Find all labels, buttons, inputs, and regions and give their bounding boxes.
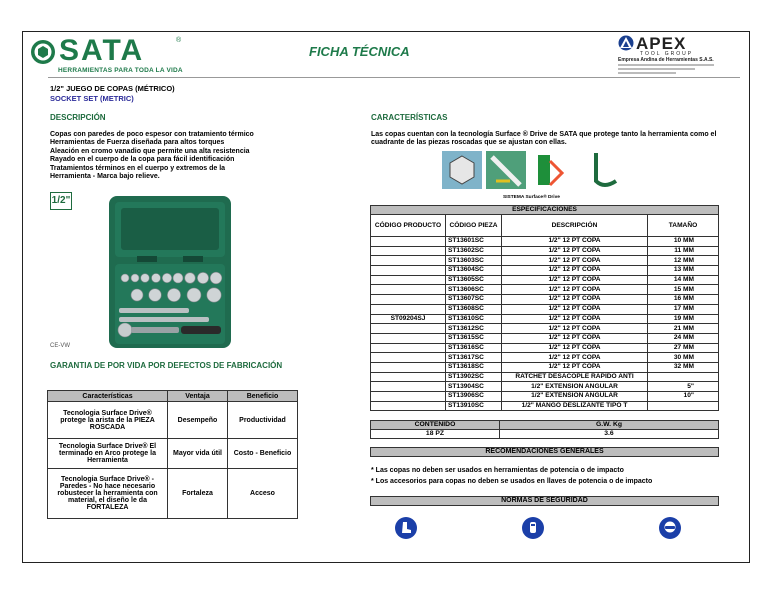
specs-size: 10 MM	[648, 237, 719, 247]
specs-product-code	[371, 237, 446, 247]
specs-header-cell: CÓDIGO PIEZA	[446, 215, 502, 237]
specs-piece-code: ST13906SC	[446, 392, 502, 402]
specs-description: 1/2" EXTENSION ANGULAR	[502, 382, 648, 392]
specs-row	[371, 362, 719, 372]
specs-row	[371, 382, 719, 392]
drive-size-badge: 1/2"	[50, 192, 72, 210]
specs-size: 15 MM	[648, 285, 719, 295]
features-row	[48, 439, 298, 469]
surface-drive-diagram	[440, 151, 640, 191]
sata-logo	[30, 34, 183, 77]
characteristics-text: Las copas cuentan con la tecnología Surface ® Drive de SATA que protege tanto la herramienta como el cuadrante de las piezas roscadas que se ajustan con ellas.	[371, 131, 717, 147]
specs-piece-code: ST13602SC	[446, 246, 502, 256]
specs-piece-code: ST13606SC	[446, 285, 502, 295]
specs-description: 1/2" 12 PT COPA	[502, 266, 648, 276]
content-table	[370, 420, 719, 439]
specs-piece-code: ST13910SC	[446, 401, 502, 411]
brand-name: SATA	[59, 34, 145, 67]
specs-piece-code: ST13607SC	[446, 295, 502, 305]
specs-row	[371, 256, 719, 266]
specs-row	[371, 304, 719, 314]
features-header-row	[48, 391, 298, 402]
features-row	[48, 469, 298, 519]
features-header-cell: Beneficio	[228, 391, 298, 402]
description-heading: DESCRIPCIÓN	[50, 113, 106, 122]
specs-product-code	[371, 256, 446, 266]
specs-caption: ESPECIFICACIONES	[371, 206, 719, 215]
specs-size: 13 MM	[648, 266, 719, 276]
specs-product-code	[371, 275, 446, 285]
partner-name: APEX	[636, 34, 687, 53]
specs-row	[371, 392, 719, 402]
specs-row	[371, 285, 719, 295]
specs-description: 1/2" 12 PT COPA	[502, 304, 648, 314]
system-caption: SISTEMA Surface® Drive	[503, 195, 560, 200]
features-cell: Fortaleza	[168, 469, 228, 519]
specs-piece-code: ST13615SC	[446, 333, 502, 343]
description-line: Copas con paredes de poco espesor con tratamiento térmico	[50, 131, 254, 138]
features-cell: Tecnologia Surface Drive® protege la arista de la PIEZA ROSCADA	[48, 402, 168, 439]
specs-description: 1/2" 12 PT COPA	[502, 333, 648, 343]
specs-header-cell: CÓDIGO PRODUCTO	[371, 215, 446, 237]
specs-row	[371, 275, 719, 285]
specs-row	[371, 314, 719, 324]
certification-mark: CE-VW	[50, 343, 70, 349]
brand-registered: ®	[176, 37, 182, 44]
specs-caption-row	[371, 206, 719, 215]
specs-row	[371, 295, 719, 305]
specs-size: 16 MM	[648, 295, 719, 305]
specs-product-code	[371, 353, 446, 363]
specs-size: 14 MM	[648, 275, 719, 285]
specs-size: 5"	[648, 382, 719, 392]
characteristics-heading: CARACTERÍSTICAS	[371, 113, 448, 122]
specs-description: 1/2" 12 PT COPA	[502, 343, 648, 353]
specs-description: 1/2" MANGO DESLIZANTE TIPO T	[502, 401, 648, 411]
specs-product-code: ST09204SJ	[371, 314, 446, 324]
specs-size: 24 MM	[648, 333, 719, 343]
specs-size: 19 MM	[648, 314, 719, 324]
specs-product-code	[371, 343, 446, 353]
specs-description: 1/2" 12 PT COPA	[502, 295, 648, 305]
specs-size: 17 MM	[648, 304, 719, 314]
product-title: 1/2" JUEGO DE COPAS (MÉTRICO)	[50, 84, 175, 93]
specs-product-code	[371, 401, 446, 411]
content-header-row	[371, 421, 719, 430]
apex-diamond-icon	[618, 35, 634, 51]
specs-product-code	[371, 362, 446, 372]
partner-contact-lines	[618, 64, 714, 76]
features-cell: Acceso	[228, 469, 298, 519]
specs-piece-code: ST13601SC	[446, 237, 502, 247]
specs-product-code	[371, 285, 446, 295]
product-subtitle: SOCKET SET (METRIC)	[50, 94, 134, 103]
features-cell: Productividad	[228, 402, 298, 439]
specs-product-code	[371, 372, 446, 382]
specs-product-code	[371, 333, 446, 343]
features-table	[47, 390, 298, 519]
features-header-cell: Ventaja	[168, 391, 228, 402]
recommendation-line: * Los accesorios para copas no deben se usados en llaves de potencia o de impacto	[371, 478, 653, 485]
description-line: Herramienta - Marca bajo relieve.	[50, 173, 160, 181]
socket-set-case-image	[107, 194, 233, 350]
description-line: Herramientas de Fuerza diseñada para altos torques	[50, 139, 225, 147]
specs-product-code	[371, 246, 446, 256]
specs-row	[371, 237, 719, 247]
description-line: Aleación en cromo vanadio que permite una alta resistencia	[50, 147, 250, 155]
specs-piece-code: ST13608SC	[446, 304, 502, 314]
specs-description: 1/2" 12 PT COPA	[502, 324, 648, 334]
specs-row	[371, 343, 719, 353]
specs-piece-code: ST13610SC	[446, 314, 502, 324]
specs-piece-code: ST13617SC	[446, 353, 502, 363]
features-row	[48, 402, 298, 439]
specs-description: 1/2" 12 PT COPA	[502, 314, 648, 324]
specs-piece-code: ST13612SC	[446, 324, 502, 334]
specs-piece-code: ST13904SC	[446, 382, 502, 392]
content-header-cell: G.W. Kg	[500, 421, 719, 430]
features-cell: Costo - Beneficio	[228, 439, 298, 469]
specs-description: 1/2" 12 PT COPA	[502, 256, 648, 266]
specs-header-row	[371, 215, 719, 237]
recommendations-caption: RECOMENDACIONES GENERALES	[370, 447, 719, 457]
specs-product-code	[371, 382, 446, 392]
header-divider	[48, 77, 740, 78]
specs-description: 1/2" 12 PT COPA	[502, 362, 648, 372]
specs-product-code	[371, 392, 446, 402]
specs-size	[648, 372, 719, 382]
recommendation-line: * Las copas no deben ser usados en herramientas de potencia o de impacto	[371, 467, 624, 474]
description-text	[50, 131, 290, 181]
specs-piece-code: ST13616SC	[446, 343, 502, 353]
specs-piece-code: ST13605SC	[446, 275, 502, 285]
safety-glasses-icon	[659, 517, 681, 539]
specs-row	[371, 266, 719, 276]
description-line: Tratamientos términos en el cuerpo y extremos de la	[50, 164, 226, 172]
specs-description: 1/2" EXTENSION ANGULAR	[502, 392, 648, 402]
specs-size: 11 MM	[648, 246, 719, 256]
specs-piece-code: ST13603SC	[446, 256, 502, 266]
specs-body	[371, 237, 719, 411]
content-header-cell: CONTENIDO	[371, 421, 500, 430]
specs-piece-code: ST13902SC	[446, 372, 502, 382]
specs-size: 30 MM	[648, 353, 719, 363]
content-row	[371, 430, 719, 439]
content-pieces: 18 PZ	[371, 430, 500, 439]
specifications-table	[370, 205, 719, 411]
specs-product-code	[371, 324, 446, 334]
safety-caption: NORMAS DE SEGURIDAD	[370, 496, 719, 506]
specs-size: 21 MM	[648, 324, 719, 334]
description-line: Rayado en el cuerpo de la copa para fácil identificación	[50, 156, 235, 164]
specs-description: 1/2" 12 PT COPA	[502, 275, 648, 285]
specs-description: 1/2" 12 PT COPA	[502, 237, 648, 247]
specs-product-code	[371, 266, 446, 276]
features-cell: Tecnologia Surface Drive® - Paredes - No hace necesario robustecer la herramienta con material, el diseño le da FORTALEZA	[48, 469, 168, 519]
document-title: FICHA TÉCNICA	[309, 44, 410, 59]
partner-sub: TOOL GROUP	[640, 51, 694, 57]
specs-row	[371, 353, 719, 363]
specs-product-code	[371, 295, 446, 305]
specs-piece-code: ST13604SC	[446, 266, 502, 276]
specs-description: 1/2" 12 PT COPA	[502, 285, 648, 295]
specs-header-cell: DESCRIPCIÓN	[502, 215, 648, 237]
specs-product-code	[371, 304, 446, 314]
specs-description: RATCHET DESACOPLE RAPIDO ANTI	[502, 372, 648, 382]
features-header-cell: Características	[48, 391, 168, 402]
specs-row	[371, 246, 719, 256]
brand-tagline: HERRAMIENTAS PARA TODA LA VIDA	[58, 67, 183, 74]
features-cell: Mayor vida útil	[168, 439, 228, 469]
gloves-icon	[522, 517, 544, 539]
safety-boots-icon	[395, 517, 417, 539]
specs-row	[371, 372, 719, 382]
specs-size	[648, 401, 719, 411]
specs-header-cell: TAMAÑO	[648, 215, 719, 237]
specs-description: 1/2" 12 PT COPA	[502, 246, 648, 256]
specs-row	[371, 333, 719, 343]
specs-row	[371, 324, 719, 334]
features-cell: Desempeño	[168, 402, 228, 439]
specs-size: 12 MM	[648, 256, 719, 266]
content-weight: 3.6	[500, 430, 719, 439]
specs-size: 27 MM	[648, 343, 719, 353]
specs-size: 10"	[648, 392, 719, 402]
features-cell: Tecnologia Surface Drive® El terminado en Arco protege la Herramienta	[48, 439, 168, 469]
specs-piece-code: ST13618SC	[446, 362, 502, 372]
warranty-text: GARANTIA DE POR VIDA POR DEFECTOS DE FABRICACIÓN	[50, 361, 283, 370]
sata-hex-icon	[30, 39, 56, 65]
specs-description: 1/2" 12 PT COPA	[502, 353, 648, 363]
specs-size: 32 MM	[648, 362, 719, 372]
partner-company: Empresa Andina de Herramientas S.A.S.	[618, 57, 714, 63]
specs-row	[371, 401, 719, 411]
